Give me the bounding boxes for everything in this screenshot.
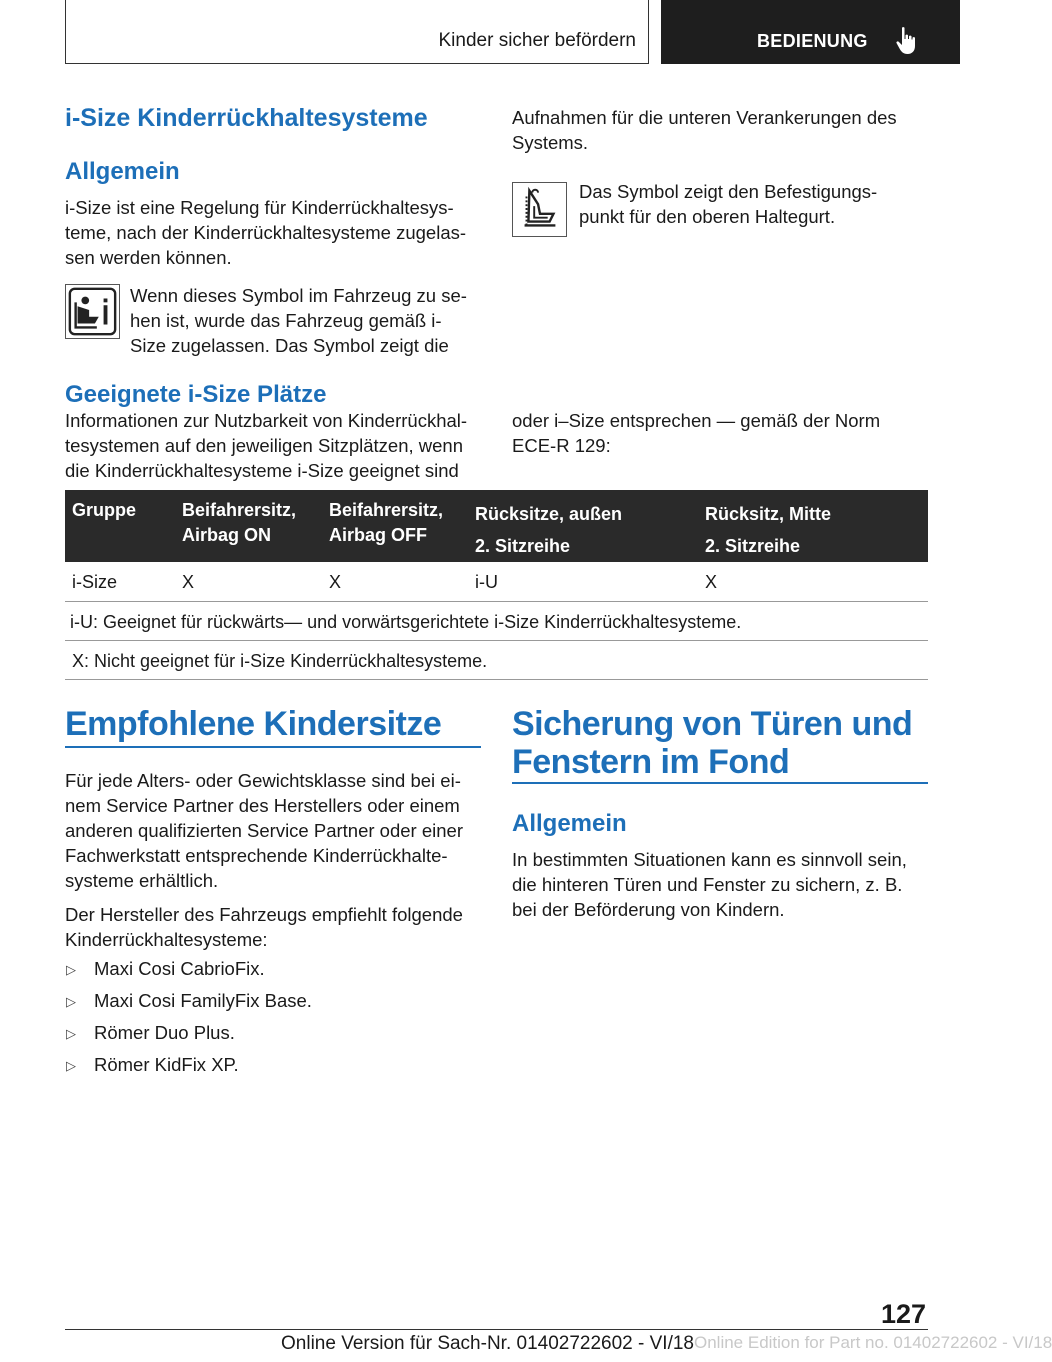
- isize-child-seat-icon: [65, 284, 120, 339]
- top-tether-anchor-icon: [512, 182, 567, 237]
- tether-symbol-text: Das Symbol zeigt den Befestigungs- punkt für den oberen Haltegurt.: [579, 181, 878, 227]
- table-divider: [65, 640, 928, 641]
- th-rear-middle: Rücksitz, Mitte 2. Sitzreihe: [705, 504, 832, 556]
- footer-version: Online Version für Sach-Nr. 01402722602 - VI/18: [281, 1333, 694, 1354]
- th-rear-outer: Rücksitze, außen 2. Sitzreihe: [475, 504, 623, 556]
- section-label: BEDIENUNG: [757, 31, 868, 51]
- chapter-title: Kinder sicher befördern: [438, 30, 636, 51]
- th-group: Gruppe: [72, 500, 137, 520]
- table-cell: X: [329, 572, 342, 592]
- isize-title: i‑Size Kinderrückhaltesysteme: [65, 104, 428, 132]
- table-cell: i-U: [475, 572, 498, 592]
- footer-rule: [65, 1329, 928, 1330]
- bullet-icon: ▷: [66, 1058, 76, 1073]
- page-number: 127: [880, 1299, 926, 1329]
- suitable-seats-text-left: Informationen zur Nutzbarkeit von Kinderrückhal- tesystemen auf den jeweiligen Sitzplätzen, wenn die Kinderrückhaltesysteme i-Size geeignet sind: [65, 410, 468, 481]
- isize-intro-text: i-Size ist eine Regelung für Kinderrückhaltesys- teme, nach der Kinderrückhaltesysteme zugelas- sen werden können.: [65, 197, 467, 268]
- list-item: Römer Duo Plus.: [94, 1022, 235, 1043]
- heading-rule: [65, 746, 481, 748]
- isize-general-heading: Allgemein: [65, 158, 180, 185]
- recommended-lead-text: Der Hersteller des Fahrzeugs empfiehlt folgende Kinderrückhaltesysteme:: [65, 904, 463, 950]
- th-passenger-airbag-off: Beifahrersitz, Airbag OFF: [329, 500, 444, 545]
- table-cell: X: [182, 572, 195, 592]
- list-item: Maxi Cosi FamilyFix Base.: [94, 990, 312, 1011]
- suitable-seats-text-right: oder i–Size entsprechen — gemäß der Norm ECE-R 129:: [512, 410, 881, 456]
- footer-watermark: Online Edition for Part no. 01402722602 - VI/18: [694, 1333, 1052, 1352]
- recommended-seats-heading: Empfohlene Kindersitze: [65, 705, 442, 743]
- anchors-text: Aufnahmen für die unteren Verankerungen des Systems.: [512, 107, 897, 153]
- list-item: Maxi Cosi CabrioFix.: [94, 958, 265, 979]
- th-passenger-airbag-on: Beifahrersitz, Airbag ON: [182, 500, 297, 545]
- table-cell: X: [705, 572, 718, 592]
- suitable-seats-heading: Geeignete i‑Size Plätze: [65, 381, 327, 408]
- table-divider: [65, 601, 928, 602]
- bullet-icon: ▷: [66, 994, 76, 1009]
- table-cell: i-Size: [72, 572, 118, 592]
- table-note-iu: i-U: Geeignet für rückwärts— und vorwärtsgerichtete i-Size Kinderrückhaltesysteme.: [70, 612, 742, 632]
- door-general-text: In bestimmten Situationen kann es sinnvoll sein, die hinteren Türen und Fenster zu sichern, z. B. bei der Beförderung von Kindern.: [512, 849, 907, 920]
- pointing-hand-icon: [895, 26, 919, 56]
- door-window-safety-heading: Sicherung von Türen und Fenstern im Fond: [512, 705, 913, 781]
- section-tab[interactable]: [661, 0, 960, 64]
- list-item: Römer KidFix XP.: [94, 1054, 239, 1075]
- bullet-icon: ▷: [66, 1026, 76, 1041]
- table-note-x: X: Nicht geeignet für i-Size Kinderrückhaltesysteme.: [72, 651, 488, 671]
- isize-symbol-text: Wenn dieses Symbol im Fahrzeug zu se- hen ist, wurde das Fahrzeug gemäß i- Size zugelassen. Das Symbol zeigt die: [130, 285, 467, 356]
- door-general-heading: Allgemein: [512, 810, 627, 837]
- table-divider: [65, 679, 928, 680]
- heading-rule: [512, 782, 928, 784]
- bullet-icon: ▷: [66, 962, 76, 977]
- recommended-intro-text: Für jede Alters- oder Gewichtsklasse sind bei ei- nem Service Partner des Herstellers oder einem anderen qualifizierten Service Partner oder einer Fachwerkstatt entsprechende Kinderrückhalte- systeme erhältlich.: [65, 770, 463, 891]
- chapter-tab: [65, 0, 649, 64]
